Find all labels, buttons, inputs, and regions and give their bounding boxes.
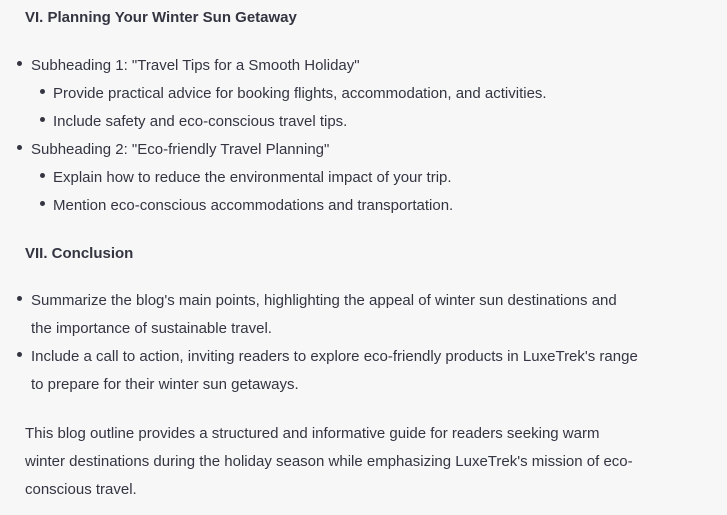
list-item-subheading-2: Subheading 2: "Eco-friendly Travel Planning" <box>31 141 330 158</box>
list-item-line: the importance of sustainable travel. <box>31 320 272 337</box>
bullet-icon <box>40 117 45 122</box>
bullet-icon <box>17 61 22 66</box>
list-subitem: Provide practical advice for booking flights, accommodation, and activities. <box>53 85 547 102</box>
list-subitem: Explain how to reduce the environmental impact of your trip. <box>53 169 452 186</box>
list-item-subheading-1: Subheading 1: "Travel Tips for a Smooth Holiday" <box>31 57 360 74</box>
bullet-icon <box>17 145 22 150</box>
summary-paragraph-line: conscious travel. <box>25 481 137 498</box>
section-heading-conclusion: VII. Conclusion <box>25 245 134 262</box>
bullet-icon <box>17 296 22 301</box>
bullet-icon <box>40 89 45 94</box>
list-item-line: Summarize the blog's main points, highlighting the appeal of winter sun destinations and <box>31 292 617 309</box>
summary-paragraph-line: This blog outline provides a structured and informative guide for readers seeking warm <box>25 425 600 442</box>
list-item-line: Include a call to action, inviting readers to explore eco-friendly products in LuxeTrek's range <box>31 348 638 365</box>
summary-paragraph-line: winter destinations during the holiday season while emphasizing LuxeTrek's mission of eco- <box>25 453 633 470</box>
bullet-icon <box>40 201 45 206</box>
list-subitem: Mention eco-conscious accommodations and transportation. <box>53 197 454 214</box>
section-heading-planning: VI. Planning Your Winter Sun Getaway <box>25 9 297 26</box>
list-subitem: Include safety and eco-conscious travel tips. <box>53 113 348 130</box>
bullet-icon <box>17 352 22 357</box>
list-item-line: to prepare for their winter sun getaways. <box>31 376 299 393</box>
bullet-icon <box>40 173 45 178</box>
